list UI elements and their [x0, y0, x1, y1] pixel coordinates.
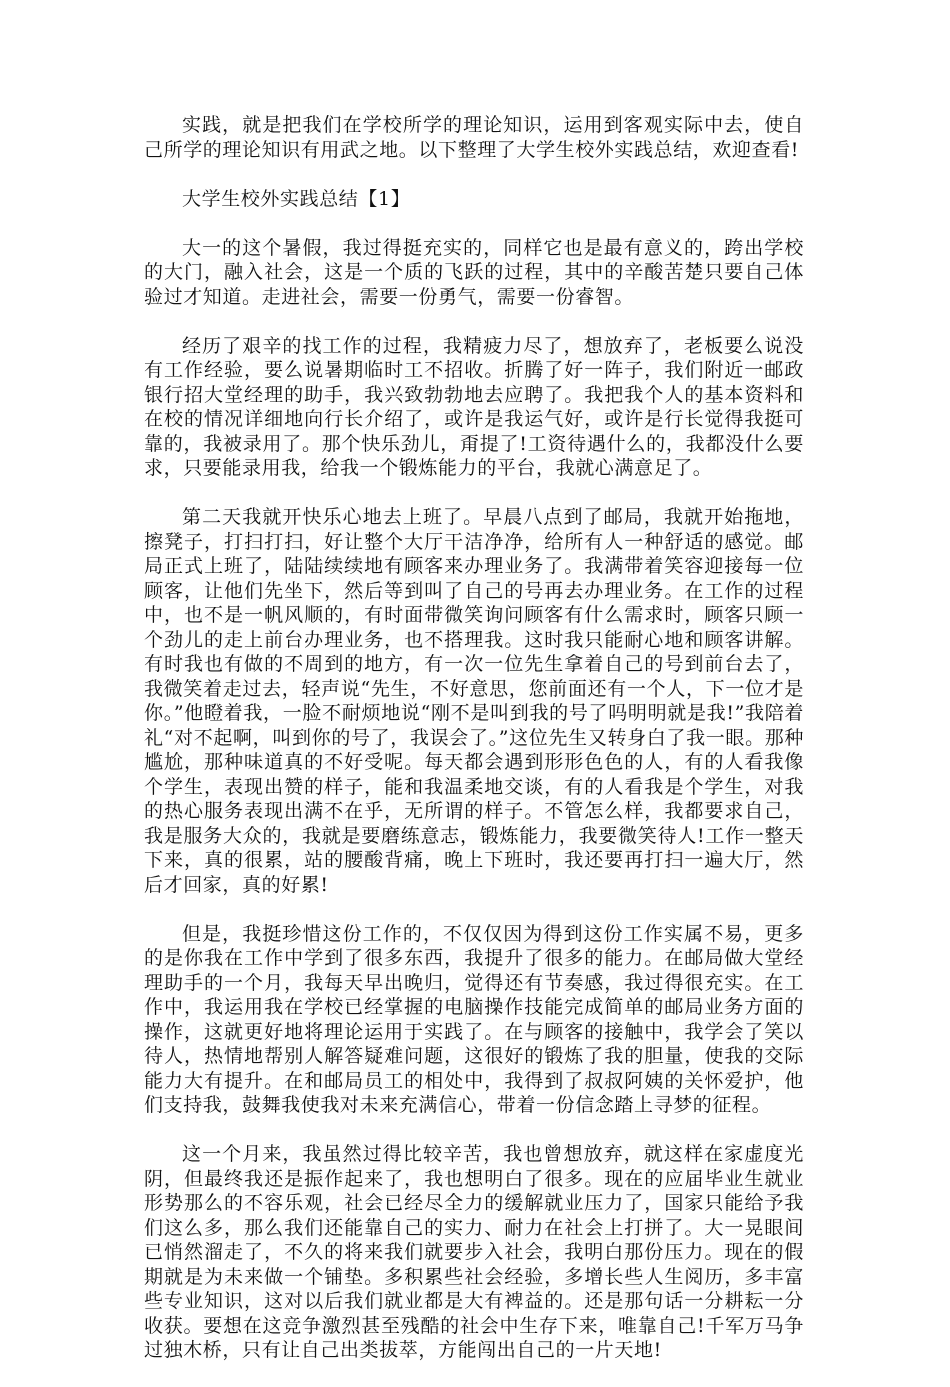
- document-page: [144, 113, 804, 1387]
- body-paragraph-4: 但是，我挺珍惜这份工作的，不仅仅因为得到这份工作实属不易，更多的是你我在工作中学到了很多东西，我提升了很多的能力。在邮局做大堂经理助手的一个月，我每天早出晚归，觉得还有节奏感，我过得很充实。在工作中，我运用我在学校已经掌握的电脑操作技能完成简单的邮局业务方面的操作，这就更好地将理论运用于实践了。在与顾客的接触中，我学会了笑以待人，热情地帮别人解答疑难问题，这很好的锻炼了我的胆量，使我的交际能力大有提升。在和邮局员工的相处中，我得到了叔叔阿姨的关怀爱护，他们支持我，鼓舞我使我对未来充满信心，带着一份信念踏上寻梦的征程。: [144, 922, 804, 1116]
- body-paragraph-5: 这一个月来，我虽然过得比较辛苦，我也曾想放弃，就这样在家虚度光阴，但最终我还是振作起来了，我也想明白了很多。现在的应届毕业生就业形势那么的不容乐观，社会已经尽全力的缓解就业压力了，国家只能给予我们这么多，那么我们还能靠自己的实力、耐力在社会上打拼了。大一晃眼间已悄然溜走了，不久的将来我们就要步入社会，我明白那份压力。现在的假期就是为未来做一个铺垫。多积累些社会经验，多增长些人生阅历，多丰富些专业知识，这对以后我们就业都是大有裨益的。还是那句话一分耕耘一分收获。要想在这竞争激烈甚至残酷的社会中生存下来，唯靠自己!千军万马争过独木桥，只有让自己出类拔萃，方能闯出自己的一片天地!: [144, 1143, 804, 1361]
- body-paragraph-1: 大一的这个暑假，我过得挺充实的，同样它也是最有意义的，跨出学校的大门，融入社会，这是一个质的飞跃的过程，其中的辛酸苦楚只要自己体验过才知道。走进社会，需要一份勇气，需要一份睿智。: [144, 236, 804, 308]
- body-paragraph-2: 经历了艰辛的找工作的过程，我精疲力尽了，想放弃了，老板要么说没有工作经验，要么说暑期临时工不招收。折腾了好一阵子，我们附近一邮政银行招大堂经理的助手，我兴致勃勃地去应聘了。我把我个人的基本资料和在校的情况详细地向行长介绍了，或许是我运气好，或许是行长觉得我挺可靠的，我被录用了。那个快乐劲儿，甭提了!工资待遇什么的，我都没什么要求，只要能录用我，给我一个锻炼能力的平台，我就心满意足了。: [144, 334, 804, 479]
- intro-paragraph: 实践，就是把我们在学校所学的理论知识，运用到客观实际中去，使自己所学的理论知识有用武之地。以下整理了大学生校外实践总结，欢迎查看!: [144, 114, 804, 161]
- section-heading: 大学生校外实践总结【1】: [182, 187, 411, 210]
- body-paragraph-3: 第二天我就开快乐心地去上班了。早晨八点到了邮局，我就开始拖地，擦凳子，打扫打扫，好让整个大厅干洁净净，给所有人一种舒适的感觉。邮局正式上班了，陆陆续续地有顾客来办理业务了。我满带着笑容迎接每一位顾客，让他们先坐下，然后等到叫了自己的号再去办理业务。在工作的过程中，也不是一帆风顺的，有时面带微笑询问顾客有什么需求时，顾客只顾一个劲儿的走上前台办理业务，也不搭理我。这时我只能耐心地和顾客讲解。有时我也有做的不周到的地方，有一次一位先生拿着自己的号到前台去了，我微笑着走过去，轻声说“先生，不好意思，您前面还有一个人，下一位才是你。”他瞪着我，一脸不耐烦地说“刚不是叫到我的号了吗明明就是我!”我陪着礼“对不起啊，叫到你的号了，我误会了。”这位先生又转身白了我一眼。那种尴尬，那种味道真的不好受呢。每天都会遇到形形色色的人，有的人看我像个学生，表现出赞的样子，能和我温柔地交谈，有的人看我是个学生，对我的热心服务表现出满不在乎，无所谓的样子。不管怎么样，我都要求自己，我是服务大众的，我就是要磨练意志，锻炼能力，我要微笑待人!工作一整天下来，真的很累，站的腰酸背痛，晚上下班时，我还要再打扫一遍大厅，然后才回家，真的好累!: [144, 506, 804, 896]
